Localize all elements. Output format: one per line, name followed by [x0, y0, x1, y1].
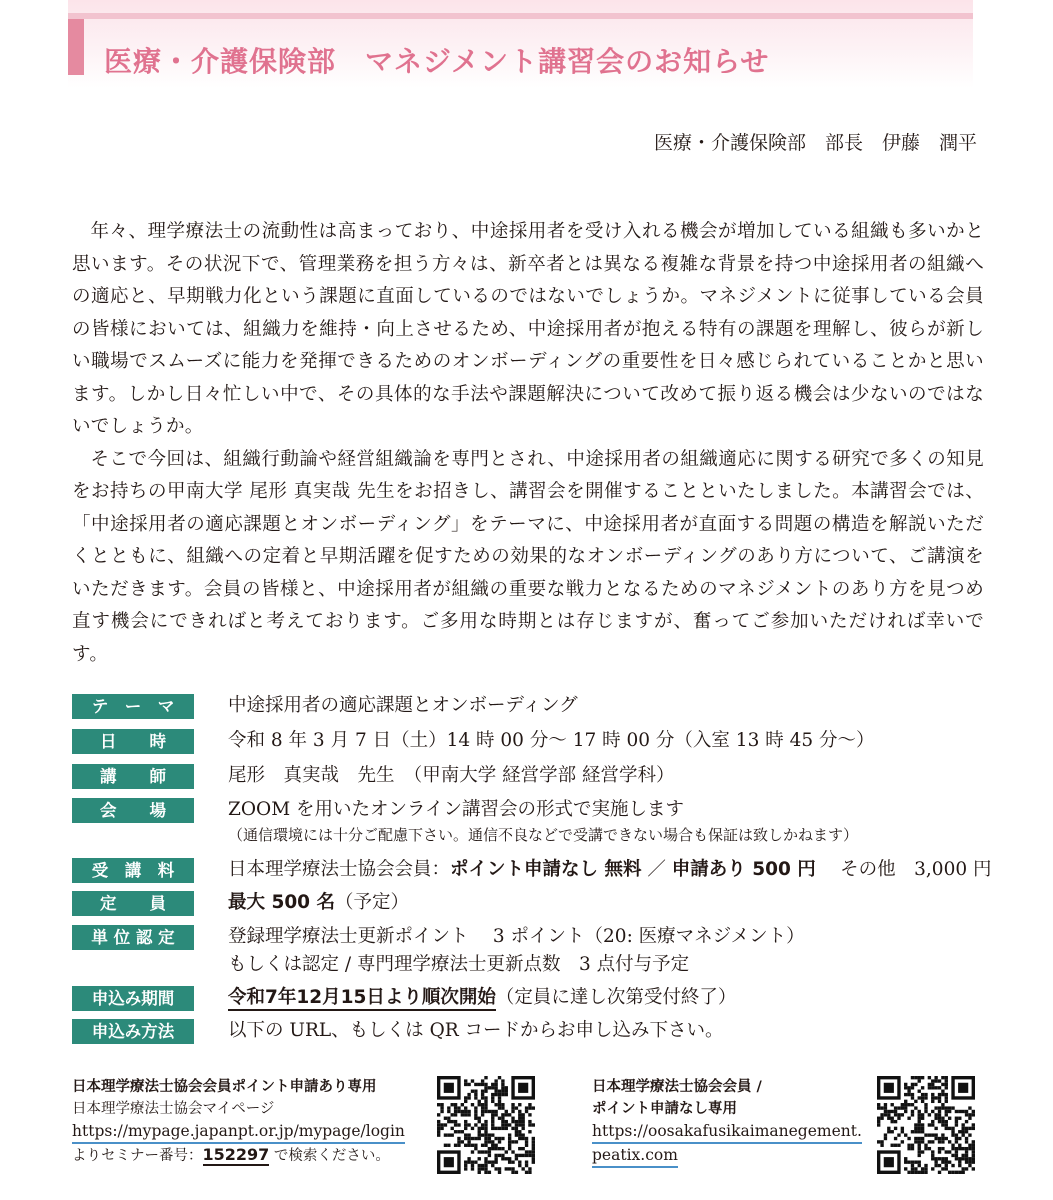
- info-label: 定 員: [72, 891, 194, 916]
- peatix-link-part1[interactable]: https://oosakafusikaimanegement.: [592, 1120, 862, 1144]
- info-value: 尾形 真実哉 先生 （甲南大学 経営学部 経営学科）: [228, 765, 675, 786]
- info-label: 会 場: [72, 798, 194, 823]
- info-label: 申込み方法: [72, 1019, 194, 1044]
- info-label: 講 師: [72, 764, 194, 789]
- info-value: [228, 796, 858, 846]
- info-label: 日 時: [72, 729, 194, 754]
- fee-paid: 申請あり 500 円: [671, 859, 816, 880]
- info-label: テ ー マ: [72, 694, 194, 719]
- registration-without-points: [592, 1076, 882, 1168]
- info-label: 単 位 認 定: [72, 925, 194, 950]
- author-line: 医療・介護保険部 部長 伊藤 潤平: [653, 132, 977, 154]
- registration-mypage-label: 日本理学療法士協会マイページ: [72, 1101, 275, 1117]
- peatix-link-part2[interactable]: peatix.com: [592, 1144, 678, 1168]
- search-prefix: よりセミナー番号：: [72, 1148, 203, 1164]
- paragraph: そこで今回は、組織行動論や経営組織論を専門とされ、中途採用者の組織適応に関する研究で多くの知見をお持ちの甲南大学 尾形 真実哉 先生をお招きし、講習会を開催することといたしました。本講習会では、「中途採用者の適応課題とオンボーディング」をテーマに、中途採用者が直面する問題の構造を解説いただくとともに、組織への定着と早期活躍を促すための効果的なオンボーディングのあり方について、ご講演をいただきます。会員の皆様と、中途採用者が組織の重要な戦力となるためのマネジメントのあり方を見つめ直す機会にできればと考えております。ご多用な時期とは存じますが、奮ってご参加いただければ幸いです。: [72, 448, 984, 665]
- article-body: [72, 216, 984, 671]
- registration-heading: ポイント申請なし専用: [592, 1101, 737, 1117]
- header-accent: [68, 19, 84, 75]
- venue-text: ZOOM を用いたオンライン講習会の形式で実施します: [228, 799, 684, 820]
- registration-with-points: [72, 1076, 432, 1167]
- info-value: 以下の URL、もしくは QR コードからお申し込み下さい。: [228, 1020, 724, 1041]
- venue-note: （通信環境には十分ご配慮下さい。通信不良などで受講できない場合も保証は致しかねます）: [228, 826, 859, 844]
- info-value: [228, 984, 736, 1012]
- mypage-login-link[interactable]: https://mypage.japanpt.or.jp/mypage/login: [72, 1120, 405, 1144]
- registration-heading: 日本理学療法士協会会員ポイント申請あり専用: [72, 1079, 377, 1095]
- qr-code-mypage[interactable]: [437, 1076, 535, 1174]
- search-suffix: で検索ください。: [273, 1148, 390, 1164]
- info-value: 中途採用者の適応課題とオンボーディング: [228, 695, 578, 716]
- qr-code-peatix[interactable]: [877, 1076, 975, 1174]
- period-suffix: （定員に達し次第受付終了）: [495, 987, 737, 1008]
- credits-line: もしくは認定 / 専門理学療法士更新点数 3 点付与予定: [228, 954, 690, 975]
- info-label: 受 講 料: [72, 858, 194, 883]
- capacity-value: 最大 500 名: [228, 892, 335, 913]
- fee-separator: ／: [647, 859, 666, 880]
- seminar-search-line: [72, 1144, 432, 1167]
- fee-prefix: 日本理学療法士協会会員：: [228, 859, 451, 880]
- registration-heading: 日本理学療法士協会会員 /: [592, 1079, 762, 1095]
- credits-line: 登録理学療法士更新ポイント 3 ポイント（20: 医療マネジメント）: [228, 926, 805, 947]
- seminar-number: 152297: [202, 1145, 270, 1164]
- info-label: 申込み期間: [72, 986, 194, 1011]
- capacity-suffix: （予定）: [335, 892, 410, 913]
- info-value: [228, 856, 992, 884]
- fee-free: ポイント申請なし 無料: [450, 859, 642, 880]
- page-title: 医療・介護保険部 マネジメント講習会のお知らせ: [104, 45, 770, 78]
- info-value: [228, 923, 805, 979]
- paragraph: 年々、理学療法士の流動性は高まっており、中途採用者を受け入れる機会が増加している組織も多いかと思います。その状況下で、管理業務を担う方々は、新卒者とは異なる複雑な背景を持つ中途採用者の組織への適応と、早期戦力化という課題に直面しているのではないでしょうか。マネジメントに従事している会員の皆様においては、組織力を維持・向上させるため、中途採用者が抱える特有の課題を理解し、彼らが新しい職場でスムーズに能力を発揮できるためのオンボーディングの重要性を日々感じられていることかと思います。しかし日々忙しい中で、その具体的な手法や課題解決について改めて振り返る機会は少ないのではないでしょうか。: [72, 221, 984, 437]
- fee-other: その他 3,000 円: [840, 859, 992, 880]
- info-value: 令和 8 年 3 月 7 日（土）14 時 00 分～ 17 時 00 分（入室 13 時 45 分～）: [228, 730, 875, 751]
- period-value: 令和7年12月15日より順次開始: [228, 987, 496, 1011]
- info-value: [228, 889, 409, 917]
- header-bar: [68, 13, 973, 19]
